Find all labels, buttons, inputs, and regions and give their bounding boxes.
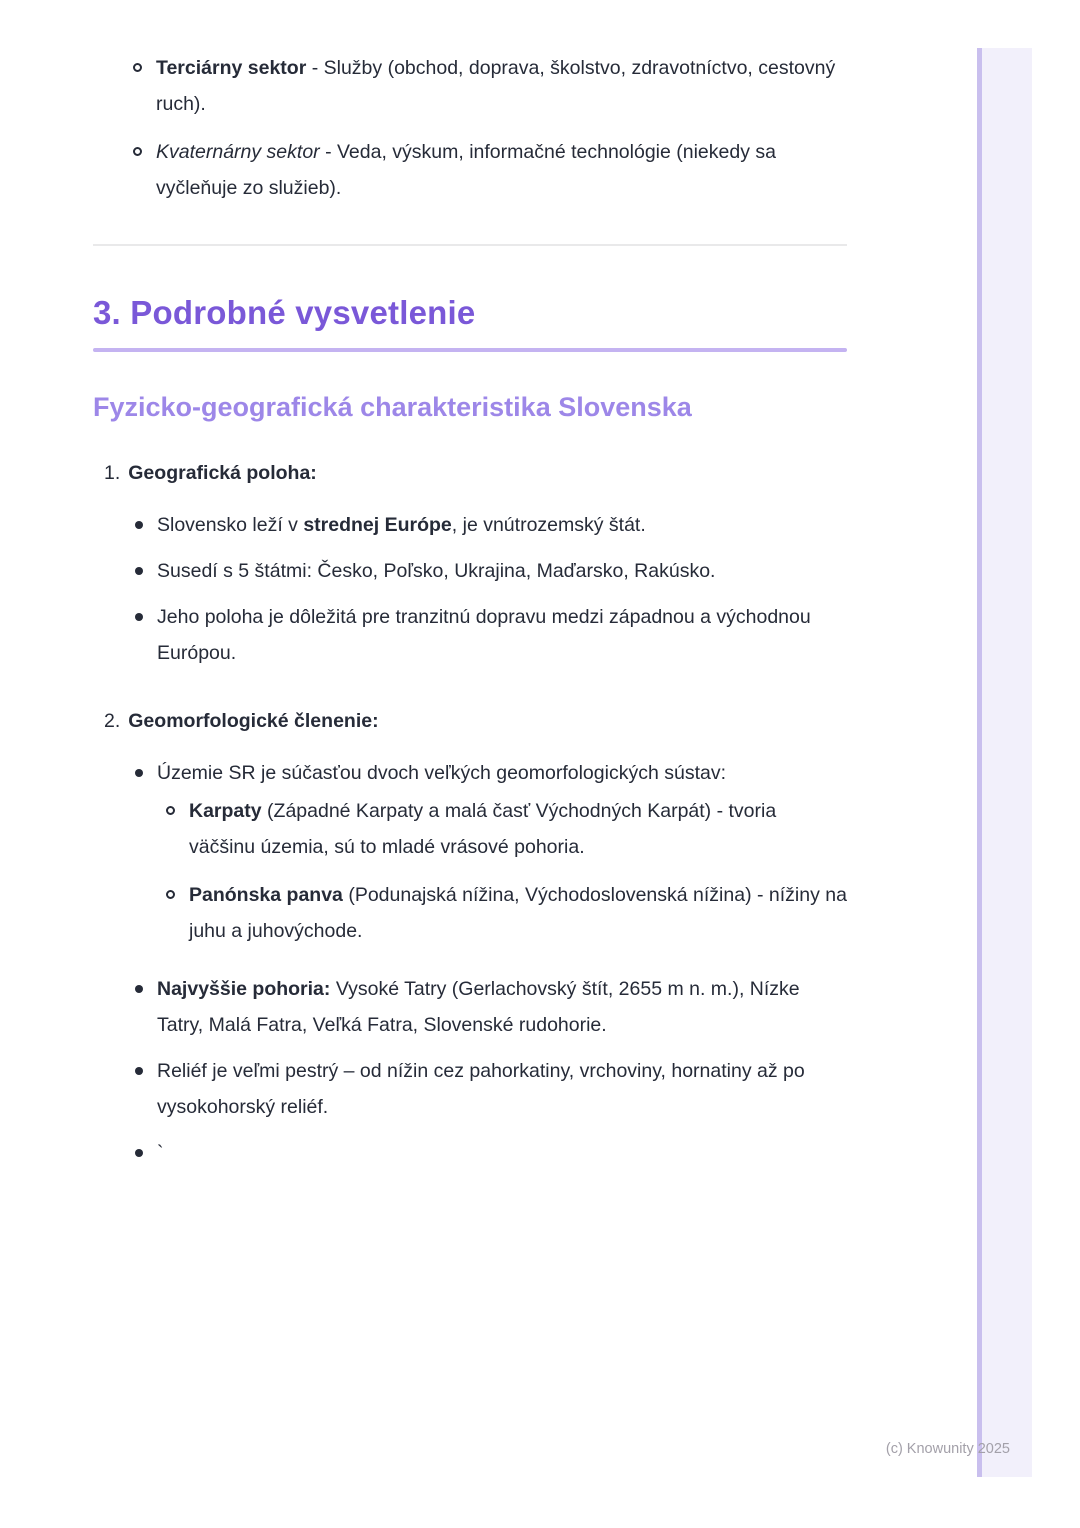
hollow-circle-bullet-icon (133, 147, 142, 156)
list-item (93, 1053, 847, 1125)
hollow-circle-bullet-icon (166, 890, 175, 899)
list-item (93, 755, 847, 961)
list-item (93, 553, 847, 589)
list-item (93, 971, 847, 1043)
text-run: (Západné Karpaty a malá časť Východných Karpát) - tvoria väčšinu územia, sú to mladé vrásové pohoria. (189, 800, 777, 858)
list-item (93, 507, 847, 543)
heading-text: Geomorfologické členenie: (128, 710, 379, 732)
term-kvaternarny-sektor: Kvaternárny sektor (156, 141, 320, 163)
text-run: , je vnútrozemský štát. (451, 514, 646, 536)
bold-text-run: strednej Európe (303, 514, 452, 536)
filled-bullet-icon (135, 1067, 143, 1075)
list-item-text (157, 755, 847, 961)
filled-bullet-icon (135, 985, 143, 993)
list-item-text: Reliéf je veľmi pestrý – od nížin cez pahorkatiny, vrchoviny, hornatiny až po vysokohorský reliéf. (157, 1060, 805, 1118)
term-terciarny-sektor: Terciárny sektor (156, 57, 307, 79)
sub-list-item (157, 793, 847, 865)
title-underline (93, 348, 847, 352)
list-item-text: Susedí s 5 štátmi: Česko, Poľsko, Ukrajina, Maďarsko, Rakúsko. (157, 560, 716, 582)
list-item-text (157, 971, 847, 1043)
list-item-kvaternarny-sektor (93, 134, 847, 206)
term-panonska-panva: Panónska panva (189, 884, 343, 906)
list-item-text (156, 50, 847, 122)
list-item-text (189, 877, 847, 949)
filled-bullet-icon (135, 769, 143, 777)
bullet-list (93, 507, 847, 671)
scrollbar-track[interactable] (977, 48, 1032, 1477)
sub-list-item (157, 877, 847, 949)
filled-bullet-icon (135, 1149, 143, 1157)
list-item-terciarny-sektor (93, 50, 847, 122)
list-item-text (157, 507, 847, 543)
section-divider (93, 244, 847, 246)
filled-bullet-icon (135, 521, 143, 529)
list-item-text (156, 134, 847, 206)
text-run: Vysoké Tatry (Gerlachovský štít, 2655 m n. m.), Nízke Tatry, Malá Fatra, Veľká Fatra, Slovenské rudohorie. (157, 978, 800, 1036)
numbered-heading (93, 703, 847, 739)
hollow-circle-bullet-icon (133, 63, 142, 72)
bullet-list (93, 755, 847, 1171)
term-description: - Veda, výskum, informačné technológie (niekedy sa vyčleňuje zo služieb). (156, 141, 776, 199)
term-karpaty: Karpaty (189, 800, 262, 822)
list-item (93, 599, 847, 671)
filled-bullet-icon (135, 613, 143, 621)
text-run: (Podunajská nížina, Východoslovenská nížina) - nížiny na juhu a juhovýchode. (189, 884, 847, 942)
filled-bullet-icon (135, 567, 143, 575)
list-item-text: ` (157, 1142, 164, 1164)
numbered-heading (93, 455, 847, 491)
text-run: Územie SR je súčasťou dvoch veľkých geomorfologických sústav: (157, 762, 726, 784)
section-geomorfologicke-clenenie (93, 703, 847, 1171)
term-description: - Služby (obchod, doprava, školstvo, zdravotníctvo, cestovný ruch). (156, 57, 836, 115)
term-najvyssie-pohoria: Najvyššie pohoria: (157, 978, 331, 1000)
list-item-text (189, 793, 847, 865)
page-title: 3. Podrobné vysvetlenie (93, 294, 476, 331)
sector-list (93, 50, 847, 206)
hollow-circle-bullet-icon (166, 806, 175, 815)
list-number: 2. (104, 710, 121, 732)
subsection-title: Fyzicko-geografická charakteristika Slovenska (93, 392, 692, 422)
list-number: 1. (104, 462, 121, 484)
document-content (93, 50, 847, 1181)
section-geograficka-poloha (93, 455, 847, 671)
list-item (93, 1135, 847, 1171)
text-run: Slovensko leží v (157, 514, 304, 536)
sub-bullet-list (157, 793, 847, 949)
copyright-footer: (c) Knowunity 2025 (885, 1441, 1010, 1457)
list-item-text: Jeho poloha je dôležitá pre tranzitnú dopravu medzi západnou a východnou Európou. (157, 606, 811, 664)
heading-text: Geografická poloha: (128, 462, 317, 484)
